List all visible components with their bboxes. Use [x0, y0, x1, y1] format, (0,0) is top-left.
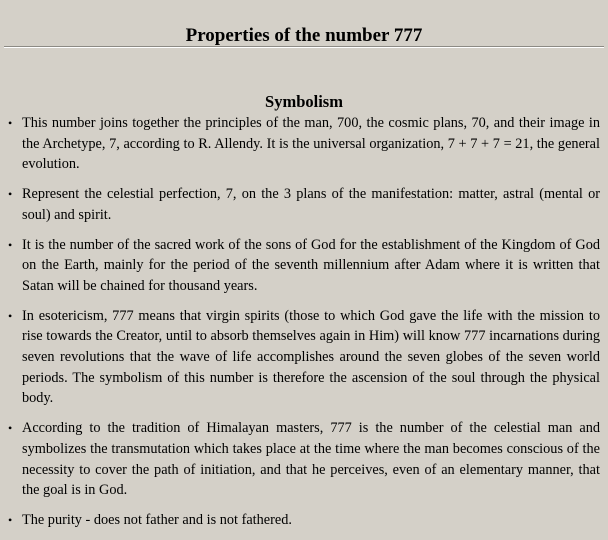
- list-item-text: In esotericism, 777 means that virgin spirits (those to which God gave the life with the mission to rise towards the Creator, until to absorb themselves again in Him) will know 777 incarnations during seven revolutions that the wave of life accomplishes around the seven globes of the seven world periods. The symbolism of this number is therefore the ascension of the soul through the physical body.: [22, 307, 600, 407]
- list-item-text: This number joins together the principles of the man, 700, the cosmic plans, 70, and their image in the Archetype, 7, according to R. Allendy. It is the universal organization, 7 + 7 + 7 = 21, the general evolution.: [22, 115, 600, 173]
- bullet-icon: •: [8, 187, 13, 202]
- page-title: Properties of the number 777: [185, 24, 423, 46]
- list-item-text: The purity - does not father and is not fathered.: [22, 511, 292, 528]
- list-item-text: According to the tradition of Himalayan masters, 777 is the number of the celestial man and symbolizes the transmutation which takes place at the time where the man becomes conscious of the necessity to cover the path of initiation, and that he perceives, even of an elementary manner, that the goal is in God.: [22, 420, 600, 499]
- horizontal-divider: [4, 46, 604, 48]
- bullet-icon: •: [8, 237, 13, 252]
- list-item: [0, 235, 608, 297]
- bullet-icon: •: [8, 421, 13, 436]
- symbolism-list: [0, 113, 608, 540]
- list-item: [0, 306, 608, 410]
- section-title: Symbolism: [265, 91, 343, 111]
- list-item: [0, 113, 608, 175]
- list-item: [0, 184, 608, 225]
- bullet-icon: •: [8, 512, 13, 527]
- bullet-icon: •: [8, 308, 13, 323]
- list-item: [0, 510, 608, 531]
- list-item-text: Represent the celestial perfection, 7, on the 3 plans of the manifestation: matter, astral (mental or soul) and spirit.: [22, 186, 600, 223]
- bullet-icon: •: [8, 116, 13, 130]
- list-item-text: It is the number of the sacred work of the sons of God for the establishment of the Kingdom of God on the Earth, mainly for the period of the seventh millennium after Adam where it is written that Satan will be chained for thousand years.: [22, 236, 600, 294]
- list-item: [0, 418, 608, 501]
